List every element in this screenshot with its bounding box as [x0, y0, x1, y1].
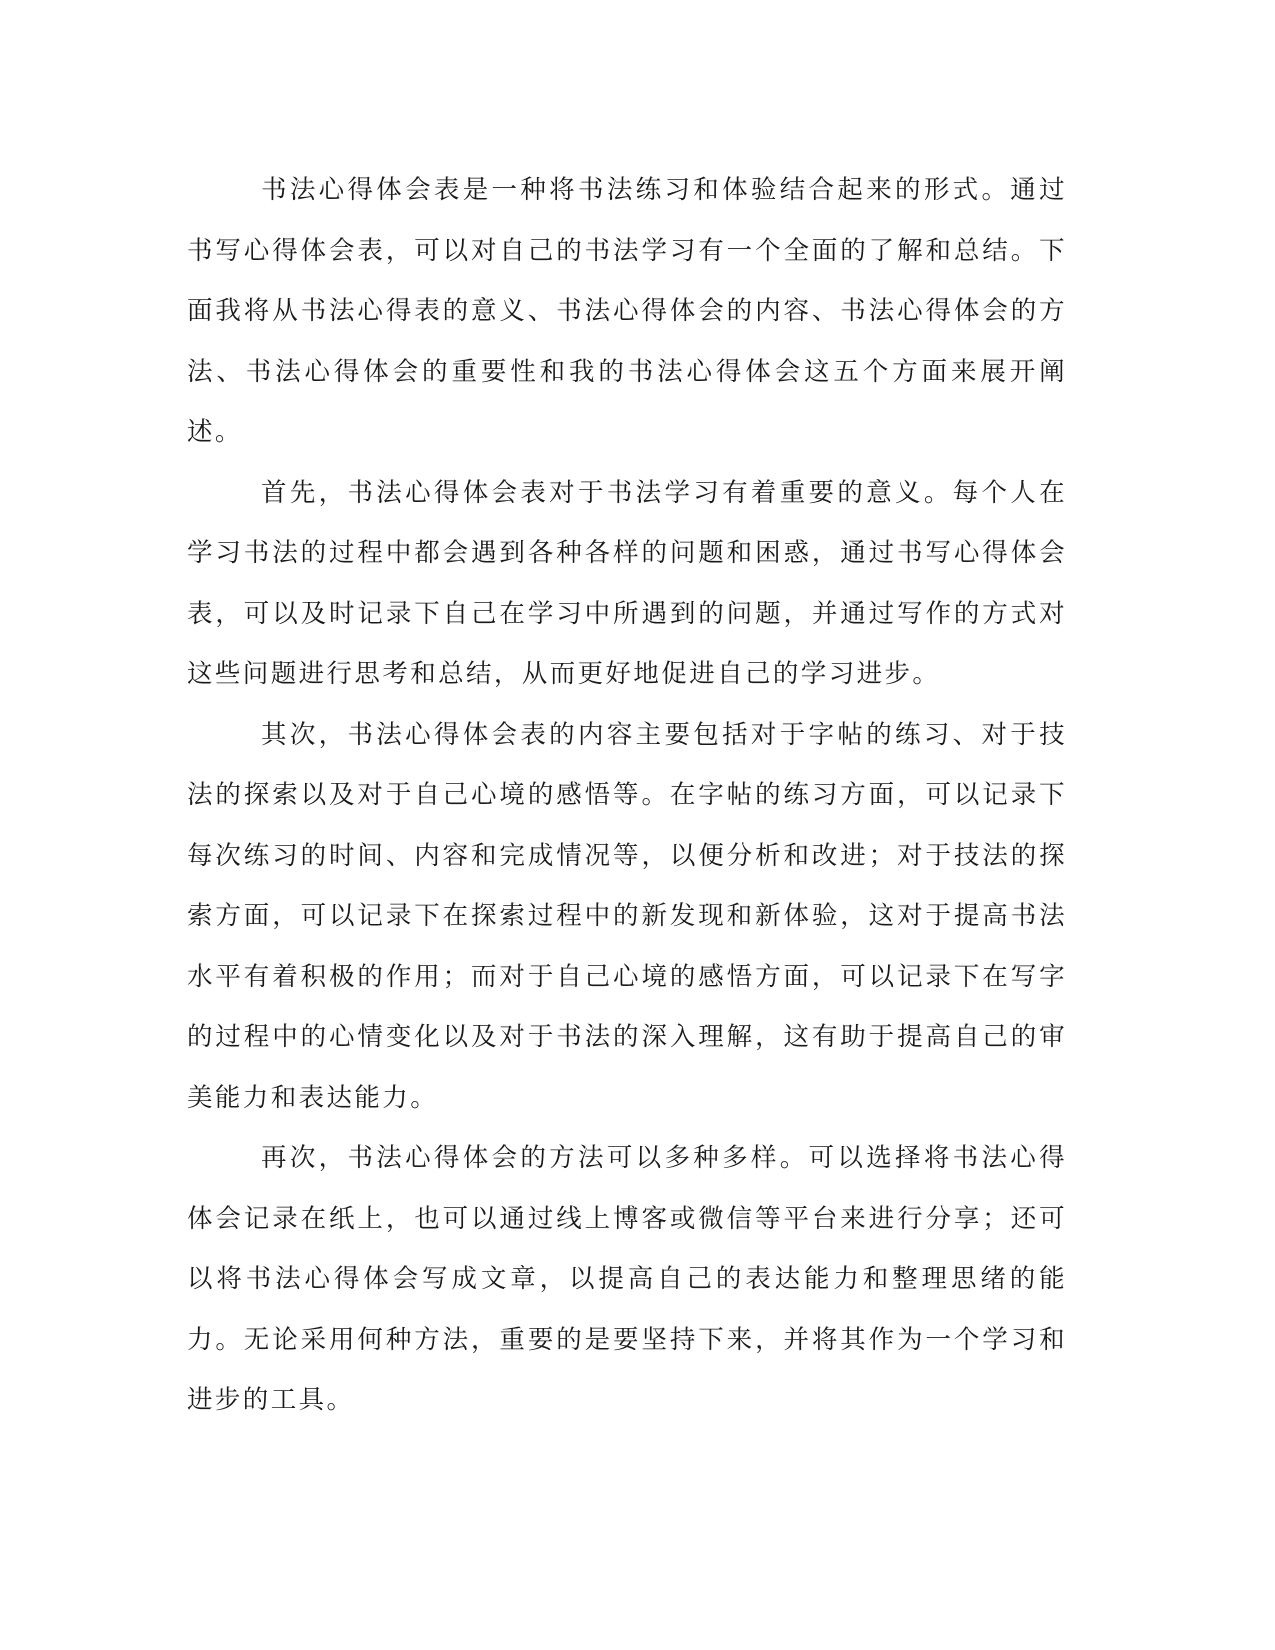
paragraph-third: 再次，书法心得体会的方法可以多种多样。可以选择将书法心得体会记录在纸上，也可以通过线上博客或微信等平台来进行分享；还可以将书法心得体会写成文章，以提高自己的表达能力和整理思绪的能力。无论采用何种方法，重要的是要坚持下来，并将其作为一个学习和进步的工具。 [187, 1143, 1067, 1415]
paragraph-intro: 书法心得体会表是一种将书法练习和体验结合起来的形式。通过书写心得体会表，可以对自己的书法学习有一个全面的了解和总结。下面我将从书法心得表的意义、书法心得体会的内容、书法心得体会的方法、书法心得体会的重要性和我的书法心得体会这五个方面来展开阐述。 [187, 175, 1067, 447]
paragraph-second: 其次，书法心得体会表的内容主要包括对于字帖的练习、对于技法的探索以及对于自己心境的感悟等。在字帖的练习方面，可以记录下每次练习的时间、内容和完成情况等，以便分析和改进；对于技法的探索方面，可以记录下在探索过程中的新发现和新体验，这对于提高书法水平有着积极的作用；而对于自己心境的感悟方面，可以记录下在写字的过程中的心情变化以及对于书法的深入理解，这有助于提高自己的审美能力和表达能力。 [187, 719, 1067, 1113]
document-body [187, 160, 1067, 1431]
paragraph-first: 首先，书法心得体会表对于书法学习有着重要的意义。每个人在学习书法的过程中都会遇到各种各样的问题和困惑，通过书写心得体会表，可以及时记录下自己在学习中所遇到的问题，并通过写作的方式对这些问题进行思考和总结，从而更好地促进自己的学习进步。 [187, 477, 1067, 689]
